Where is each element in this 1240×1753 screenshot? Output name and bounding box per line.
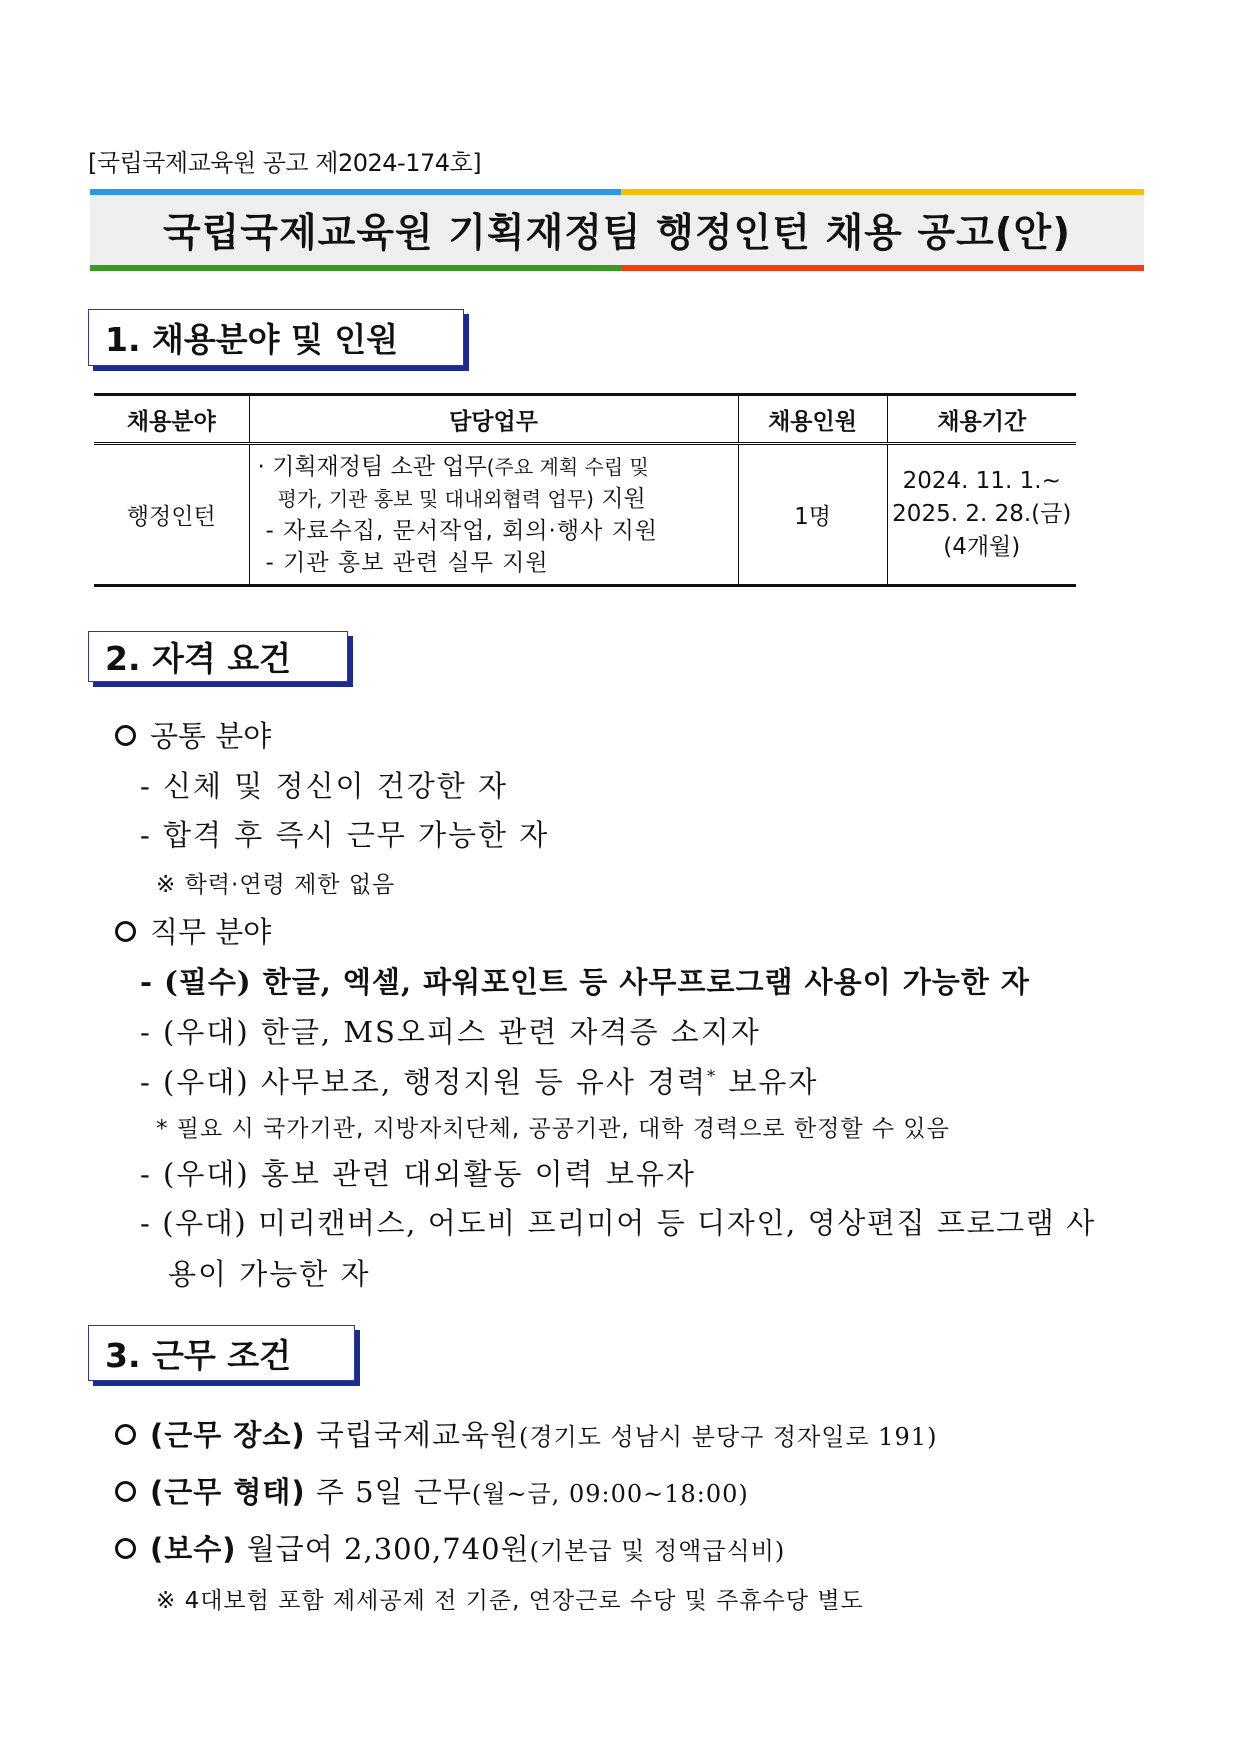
job-heading-text: 직무 분야 (150, 915, 272, 949)
duty-cell (249, 444, 738, 586)
work-place-value: 국립국제교육원 (305, 1418, 519, 1452)
duty-line4: - 기관 홍보 관련 실무 지원 (265, 549, 549, 576)
banner-bar-bottom-right (621, 265, 1144, 271)
duty-line2-main: 지원 (593, 485, 646, 512)
common-heading-text: 공통 분야 (150, 719, 272, 753)
work-place-detail: (경기도 성남시 분당구 정자일로 191) (519, 1423, 938, 1451)
circle-bullet-icon (115, 1481, 136, 1502)
work-form-detail: (월~금, 09:00~18:00) (471, 1480, 749, 1508)
job-preferred-2 (140, 1060, 818, 1101)
table-header-row (94, 395, 1076, 444)
job-preferred-2-text: - (우대) 사무보조, 행정지원 등 유사 경력 (140, 1065, 708, 1099)
table-header-cell: 담당업무 (249, 395, 738, 444)
duty-line2-small: 평가, 기관 홍보 및 대내외협력 업무) (277, 486, 594, 511)
section3-title: 3. 근무 조건 (105, 1335, 291, 1375)
job-preferred-4-cont: 용이 가능한 자 (168, 1257, 371, 1291)
title-banner (90, 189, 1144, 271)
section2-title: 2. 자격 요건 (105, 639, 291, 678)
circle-bullet-icon (115, 1424, 136, 1445)
period-line3: (4개월) (943, 534, 1021, 560)
headcount-cell: 1명 (738, 444, 887, 586)
duty-line3: - 자료수집, 문서작업, 회의·행사 지원 (265, 517, 659, 544)
table-header-cell: 채용기간 (887, 395, 1076, 444)
job-preferred-1: - (우대) 한글, MS오피스 관련 자격증 소지자 (140, 1015, 761, 1049)
page-title: 국립국제교육원 기획재정팀 행정인턴 채용 공고(안) (162, 211, 1072, 256)
job-preferred-3: - (우대) 홍보 관련 대외활동 이력 보유자 (140, 1157, 696, 1191)
section2-heading (88, 631, 348, 682)
job-heading (115, 910, 271, 951)
common-note: ※ 학력·연령 제한 없음 (156, 872, 396, 898)
section1-heading (88, 309, 464, 366)
recruitment-table (94, 393, 1076, 587)
table-header-cell: 채용인원 (738, 395, 887, 444)
period-line2: 2025. 2. 28.(금) (892, 501, 1072, 527)
work-form-label: (근무 형태) (150, 1475, 306, 1509)
circle-bullet-icon (115, 725, 136, 746)
job-preferred-2-note: * 필요 시 국가기관, 지방자치단체, 공공기관, 대학 경력으로 한정할 수 있음 (156, 1116, 950, 1142)
table-header-cell: 채용분야 (94, 395, 249, 444)
job-required: - (필수) 한글, 엑셀, 파워포인트 등 사무프로그램 사용이 가능한 자 (140, 965, 1030, 999)
circle-bullet-icon (115, 921, 136, 942)
work-place-label: (근무 장소) (150, 1418, 306, 1452)
work-place (115, 1413, 937, 1454)
section1-title: 1. 채용분야 및 인원 (105, 320, 399, 359)
work-form (115, 1470, 749, 1511)
pay (115, 1527, 785, 1568)
common-item: - 신체 및 정신이 건강한 자 (140, 769, 509, 803)
period-cell (887, 444, 1076, 586)
job-preferred-4: - (우대) 미리캔버스, 어도비 프리미어 등 디자인, 영상편집 프로그램 사 (140, 1206, 1096, 1240)
banner-bar-bottom-left (90, 265, 621, 271)
job-preferred-2-suffix: 보유자 (717, 1065, 819, 1099)
pay-detail: (기본급 및 정액급식비) (529, 1537, 786, 1565)
duty-line1-small: (주요 계획 수립 및 (486, 454, 649, 479)
pay-note: ※ 4대보험 포함 제세공제 전 기준, 연장근로 수당 및 주휴수당 별도 (156, 1588, 864, 1614)
circle-bullet-icon (115, 1538, 136, 1559)
table-row (94, 444, 1076, 586)
common-heading (115, 714, 271, 755)
field-cell: 행정인턴 (94, 444, 249, 586)
period-line1: 2024. 11. 1.~ (902, 468, 1061, 494)
common-item: - 합격 후 즉시 근무 가능한 자 (140, 818, 550, 852)
notice-number: [국립국제교육원 공고 제2024-174호] (88, 149, 482, 177)
pay-value: 월급여 2,300,740원 (236, 1532, 530, 1566)
duty-line1-main: · 기획재정팀 소관 업무 (257, 453, 487, 480)
footnote-star: * (707, 1066, 718, 1086)
work-form-value: 주 5일 근무 (305, 1475, 472, 1509)
section3-heading (88, 1325, 355, 1381)
pay-label: (보수) (150, 1532, 237, 1566)
